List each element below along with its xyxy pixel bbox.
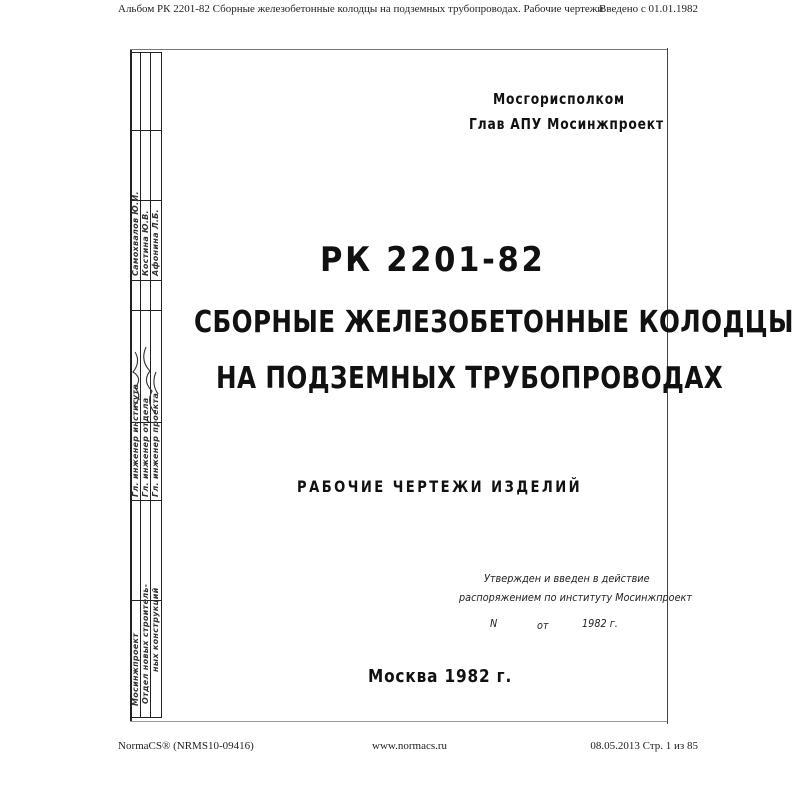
approval-line-1: Утвержден и введен в действие [484, 572, 650, 585]
document-code: РК 2201-82 [320, 240, 546, 280]
city-year: Москва 1982 г. [368, 666, 513, 687]
approval-number-label: N [490, 617, 498, 630]
footer-website: www.normacs.ru [372, 740, 448, 752]
signature-scribble [130, 342, 162, 452]
stamp-role-2: Гл. инженер отдела [141, 397, 150, 497]
stamp-org: Мосинжпроект [131, 632, 140, 706]
stamp-name-2: Костина Ю.В. [141, 210, 150, 276]
footer-source: NormaCS® (NRMS10-09416) [118, 740, 254, 752]
stamp-name-1: Самохвалов Ю.И. [131, 191, 140, 276]
footer-page-info: 08.05.2013 Стр. 1 из 85 [590, 740, 698, 752]
stamp-name-3: Афонина Л.Б. [151, 209, 160, 276]
sheet-bottom-border [130, 721, 667, 722]
document-title-line-2: НА ПОДЗЕМНЫХ ТРУБОПРОВОДАХ [216, 361, 724, 396]
approval-line-2: распоряжением по институту Мосинжпроект [459, 591, 693, 604]
approval-date-label: от [537, 619, 549, 632]
stamp-role-3: Гл. инженер проекта [151, 392, 160, 497]
org-line-1: Мосгорисполком [493, 90, 625, 108]
page-header-date: Введено с 01.01.1982 [599, 3, 698, 15]
page-header-title: Альбом РК 2201-82 Сборные железобетонные колодцы на подземных трубопроводах. Рабочие чертежи [118, 3, 604, 15]
org-line-2: Глав АПУ Мосинжпроект [469, 115, 664, 133]
title-block-stamp [130, 52, 162, 718]
stamp-role-1: Гл. инженер института [131, 383, 140, 497]
approval-year: 1982 г. [582, 617, 618, 630]
stamp-dept-2: ных конструкций [151, 587, 160, 672]
document-subtitle: РАБОЧИЕ ЧЕРТЕЖИ ИЗДЕЛИЙ [297, 477, 583, 496]
document-title-line-1: СБОРНЫЕ ЖЕЛЕЗОБЕТОННЫЕ КОЛОДЦЫ [194, 305, 794, 340]
stamp-dept-1: Отдел новых строитель- [141, 583, 150, 704]
